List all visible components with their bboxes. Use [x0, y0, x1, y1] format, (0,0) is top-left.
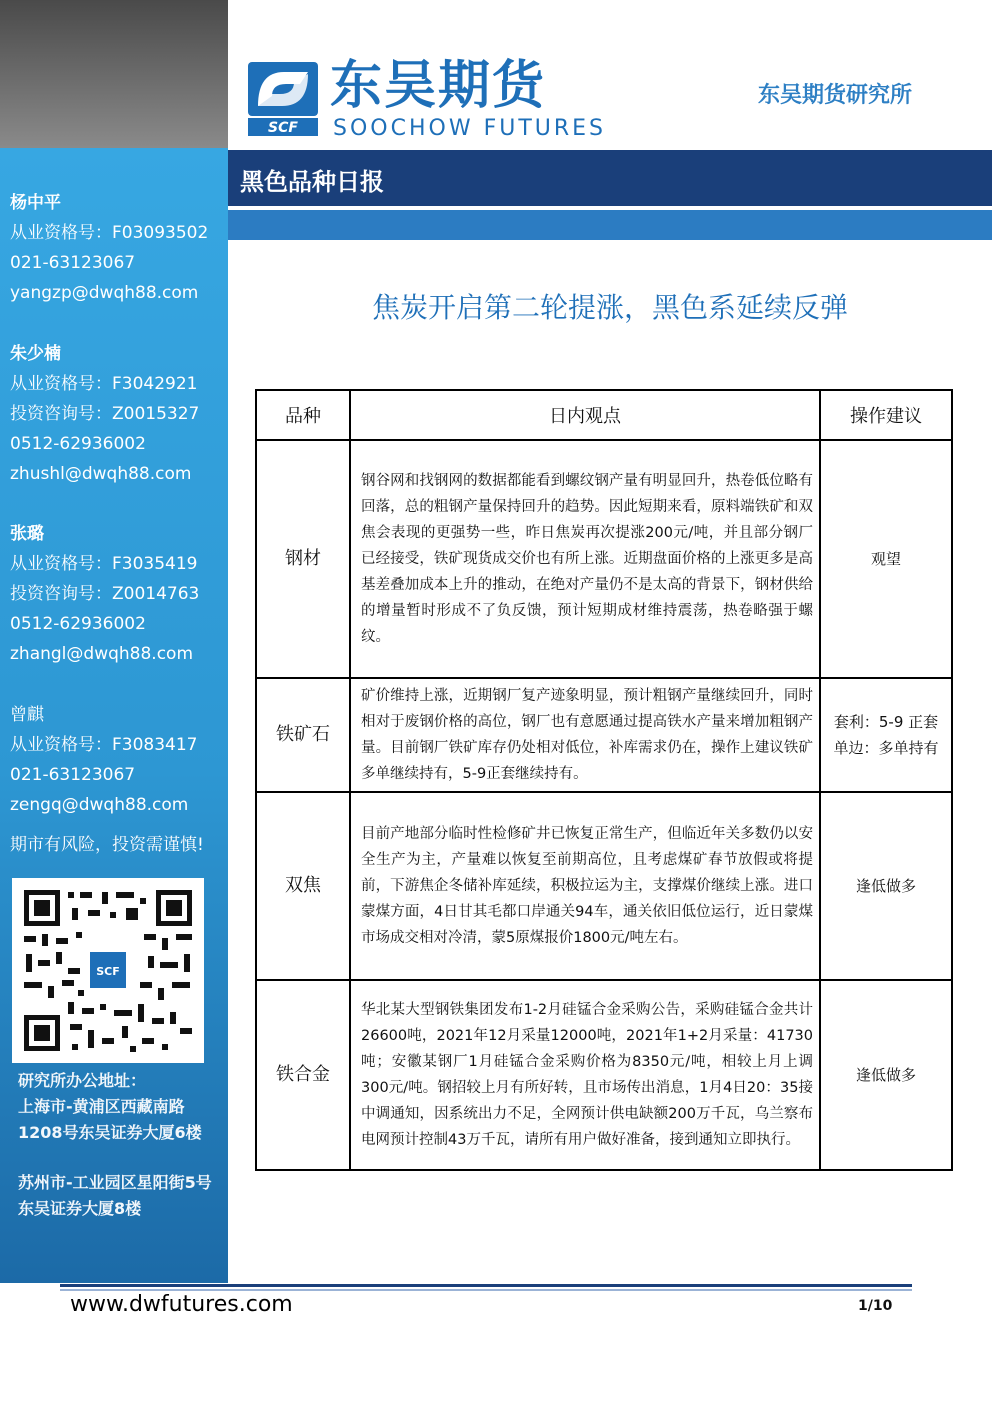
logo-text: SCF	[268, 120, 298, 136]
contact-line: 从业资格号：F03093502	[10, 223, 209, 243]
accent-band	[228, 210, 992, 240]
contact-card	[10, 339, 199, 489]
advice-line: 逢低做多	[855, 877, 916, 895]
contact-card	[10, 519, 199, 669]
analysis-table	[255, 389, 953, 1171]
table-row	[256, 980, 952, 1170]
risk-warning: 期市有风险，投资需谨慎!	[10, 835, 204, 855]
qr-logo-text: SCF	[96, 965, 120, 978]
advice-line: 逢低做多	[855, 1066, 916, 1084]
contact-card	[10, 700, 198, 820]
brand-name-en: SOOCHOW FUTURES	[333, 116, 607, 141]
footer-divider	[60, 1284, 912, 1287]
contact-line: 021-63123067	[10, 765, 136, 785]
column-header-advice: 操作建议	[820, 390, 952, 440]
sidebar-top-panel	[0, 0, 228, 148]
contact-email[interactable]: zhangl@dwqh88.com	[10, 644, 194, 664]
contact-email[interactable]: zhushl@dwqh88.com	[10, 464, 192, 484]
contact-line: 投资咨询号：Z0014763	[10, 584, 200, 604]
row-advice	[820, 980, 952, 1170]
report-headline: 焦炭开启第二轮提涨，黑色系延续反弹	[371, 291, 848, 324]
footer-divider-light	[60, 1289, 912, 1291]
row-category: 双焦	[256, 792, 350, 980]
website-link[interactable]: www.dwfutures.com	[70, 1292, 293, 1317]
contact-line: 0512-62936002	[10, 614, 146, 634]
address-label: 研究所办公地址：	[18, 1071, 147, 1090]
advice-line: 套利：5-9 正套	[833, 713, 939, 731]
brand-name-cn: 东吴期货	[330, 56, 547, 116]
address-shanghai: 上海市-黄浦区西藏南路1208号东吴证券大厦6楼	[18, 1097, 202, 1142]
page-number: 1/10	[858, 1298, 893, 1314]
institute-name: 东吴期货研究所	[758, 83, 913, 108]
contact-name: 朱少楠	[10, 344, 61, 364]
contact-line: 从业资格号：F3035419	[10, 554, 198, 574]
advice-line: 单边：多单持有	[833, 739, 939, 757]
qr-code	[12, 878, 204, 1063]
contact-line: 从业资格号：F3042921	[10, 374, 198, 394]
row-category: 铁矿石	[256, 678, 350, 792]
contact-email[interactable]: yangzp@dwqh88.com	[10, 283, 199, 303]
contact-name: 杨中平	[10, 193, 61, 213]
contact-name: 张璐	[10, 524, 44, 544]
contact-line: 投资咨询号：Z0015327	[10, 404, 200, 424]
table-row	[256, 678, 952, 792]
table-header-row	[256, 390, 952, 440]
row-advice	[820, 678, 952, 792]
band-divider	[228, 206, 992, 209]
contact-email[interactable]: zengq@dwqh88.com	[10, 795, 189, 815]
contact-line: 0512-62936002	[10, 434, 146, 454]
sidebar	[0, 148, 228, 1283]
report-title: 黑色品种日报	[240, 168, 384, 196]
contact-line: 从业资格号：F3083417	[10, 735, 198, 755]
row-view: 目前产地部分临时性检修矿井已恢复正常生产，但临近年关多数仍以安全生产为主，产量难以恢复至前期高位，且考虑煤矿春节放假或将提前，下游焦企冬储补库延续，积极拉运为主，支撑煤价继续上涨。进口蒙煤方面，4日甘其毛都口岸通关94车，通关依旧低位运行，近日蒙煤市场成交相对冷清，蒙5原煤报价1800元/吨左右。	[350, 792, 820, 980]
address-suzhou: 苏州市-工业园区星阳街5号东吴证券大厦8楼	[18, 1173, 212, 1218]
row-advice	[820, 440, 952, 678]
row-view: 钢谷网和找钢网的数据都能看到螺纹钢产量有明显回升，热卷低位略有回落，总的粗钢产量保持回升的趋势。因此短期来看，原料端铁矿和双焦会表现的更强势一些，昨日焦炭再次提涨200元/吨，并且部分钢厂已经接受，铁矿现货成交价也有所上涨。近期盘面价格的上涨更多是高基差叠加成本上升的推动，在绝对产量仍不是太高的背景下，钢材供给的增量暂时形成不了负反馈，预计短期成材维持震荡，热卷略强于螺纹。	[350, 440, 820, 678]
contact-line: 021-63123067	[10, 253, 136, 273]
row-advice	[820, 792, 952, 980]
report-title-band	[228, 150, 992, 206]
row-category: 铁合金	[256, 980, 350, 1170]
table-row	[256, 440, 952, 678]
column-header-category: 品种	[256, 390, 350, 440]
company-logo	[248, 62, 318, 136]
advice-line: 观望	[870, 550, 901, 568]
row-view: 华北某大型钢铁集团发布1-2月硅锰合金采购公告，采购硅锰合金共计26600吨，2021年12月采量12000吨，2021年1+2月采量：41730吨；安徽某钢厂1月硅锰合金采购价格为8350元/吨，相较上月上调300元/吨。钢招较上月有所好转，且市场传出消息，1月4日20：35接中调通知，因系统出力不足，全网预计供电缺额200万千瓦，乌兰察布电网预计控制43万千瓦，请所有用户做好准备，接到通知立即执行。	[350, 980, 820, 1170]
table-row	[256, 792, 952, 980]
contact-name: 曾麒	[10, 705, 44, 725]
row-category: 钢材	[256, 440, 350, 678]
office-address	[18, 1068, 223, 1222]
column-header-view: 日内观点	[350, 390, 820, 440]
row-view: 矿价维持上涨，近期钢厂复产迹象明显，预计粗钢产量继续回升，同时相对于废钢价格的高位，钢厂也有意愿通过提高铁水产量来增加粗钢产量。目前钢厂铁矿库存仍处相对低位，补库需求仍在，操作上建议铁矿多单继续持有，5-9正套继续持有。	[350, 678, 820, 792]
contact-card	[10, 188, 208, 308]
